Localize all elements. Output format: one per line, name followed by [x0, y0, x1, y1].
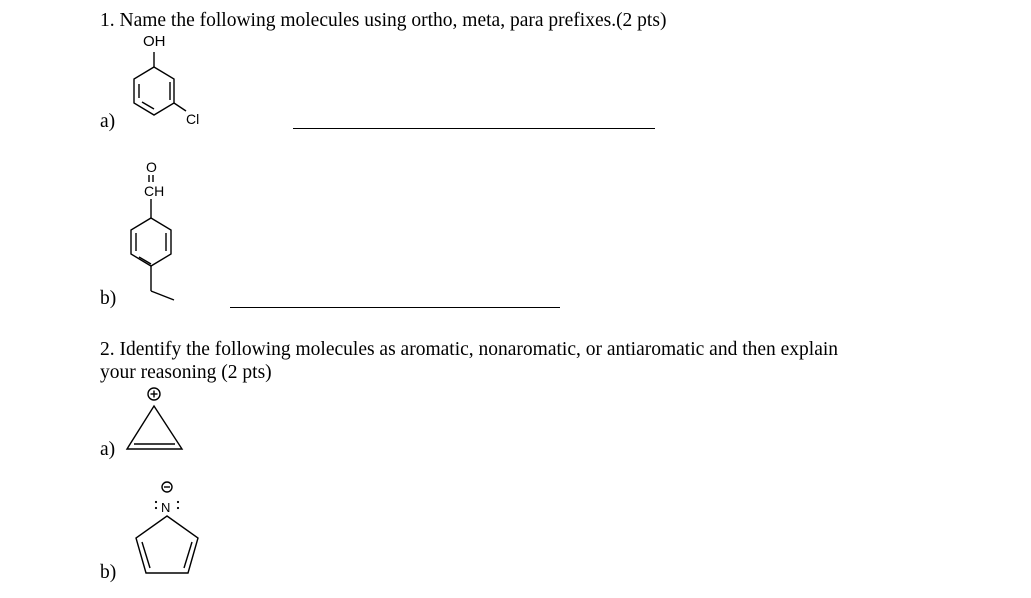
lone-pair-right-dot-1 [177, 501, 179, 503]
cl-bond [174, 103, 186, 111]
nitrogen-label: N [161, 500, 171, 515]
question-1b-label: b) [100, 288, 117, 309]
cl-label: Cl [186, 111, 200, 127]
question-2-text-line2: your reasoning (2 pts) [100, 362, 272, 383]
oxygen-label: O [146, 159, 157, 175]
structure-1a-chlorophenol [110, 28, 220, 133]
question-1a-label: a) [100, 111, 116, 132]
structure-2a-cyclopropenyl-cation [120, 384, 190, 459]
answer-line-1b[interactable] [230, 307, 560, 308]
lone-pair-left-dot-1 [155, 501, 157, 503]
question-2-text-line1: 2. Identify the following molecules as aromatic, nonaromatic, or antiaromatic and then explain [100, 339, 839, 360]
cyclopropene-ring [127, 406, 182, 449]
benzene-ring [134, 67, 174, 115]
ch-label: CH [144, 183, 165, 199]
oh-label: OH [143, 33, 166, 50]
answer-line-1a[interactable] [293, 128, 655, 129]
pyrrole-ring [136, 516, 198, 573]
double-bond-3 [142, 102, 154, 109]
benzene-ring [131, 218, 171, 266]
question-2a-label: a) [100, 439, 116, 460]
ethyl-bond-2 [151, 291, 174, 300]
structure-1b-ethylbenzaldehyde [110, 150, 200, 305]
question-2b-label: b) [100, 562, 117, 583]
lone-pair-left-dot-2 [155, 507, 157, 509]
lone-pair-right-dot-2 [177, 507, 179, 509]
structure-2b-pyrrolide-anion [125, 480, 215, 580]
question-1-text: 1. Name the following molecules using ortho, meta, para prefixes.(2 pts) [100, 10, 667, 31]
